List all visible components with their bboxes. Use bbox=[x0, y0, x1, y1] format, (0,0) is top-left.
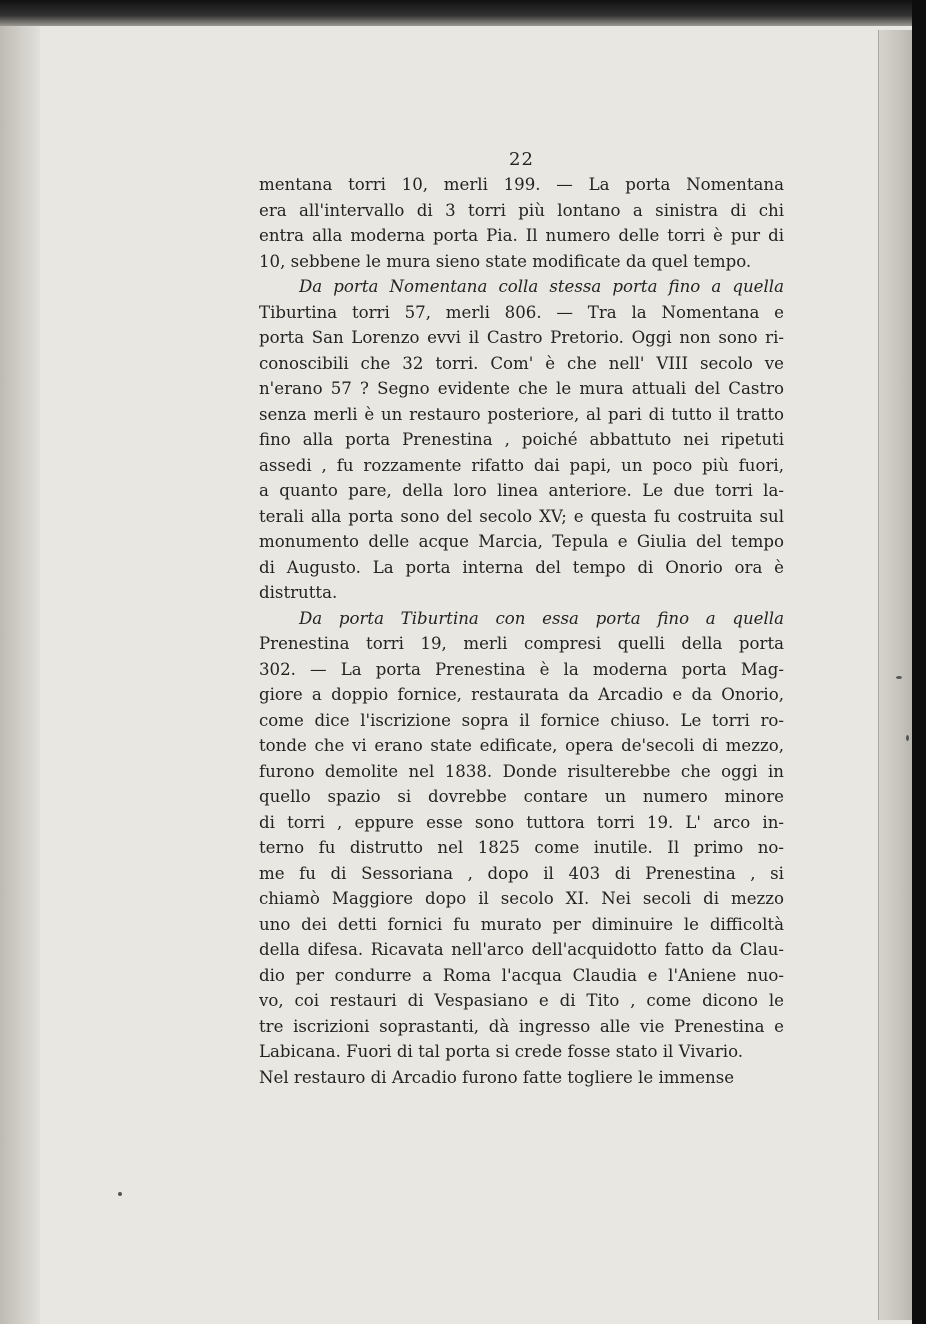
ink-speck bbox=[118, 1192, 122, 1196]
ink-speck bbox=[896, 676, 902, 679]
text-line: porta San Lorenzo evvi il Castro Pretorio. Oggi non sono ri- bbox=[259, 328, 784, 347]
text-line: conoscibili che 32 torri. Com' è che nell' VIII secolo ve bbox=[259, 353, 784, 373]
text-line: quello spazio si dovrebbe contare un numero minore bbox=[259, 787, 784, 806]
text-line: me fu di Sessoriana , dopo il 403 di Prenestina , si bbox=[259, 863, 784, 883]
text-line: a quanto pare, della loro linea anteriore. Le due torri la- bbox=[259, 481, 784, 500]
scan-top-edge bbox=[0, 0, 926, 26]
text-line: Tiburtina torri 57, merli 806. — Tra la Nomentana e bbox=[259, 302, 784, 322]
text-lines bbox=[259, 172, 784, 1090]
text-line: come dice l'iscrizione sopra il fornice chiuso. Le torri ro- bbox=[259, 710, 784, 730]
text-line: vo, coi restauri di Vespasiano e di Tito , come dicono le bbox=[259, 991, 784, 1010]
text-line: della difesa. Ricavata nell'arco dell'acquidotto fatto da Clau- bbox=[259, 940, 784, 959]
text-line: n'erano 57 ? Segno evidente che le mura attuali del Castro bbox=[259, 379, 784, 398]
page-number: 22 bbox=[509, 149, 534, 170]
text-line: era all'intervallo di 3 torri più lontano a sinistra di chi bbox=[259, 200, 784, 220]
text-line: di Augusto. La porta interna del tempo di Onorio ora è bbox=[259, 557, 784, 577]
text-line: Labicana. Fuori di tal porta si crede fosse stato il Vivario. bbox=[259, 1042, 744, 1061]
scan-right-edge bbox=[912, 0, 926, 1324]
text-line: giore a doppio fornice, restaurata da Arcadio e da Onorio, bbox=[259, 685, 784, 704]
page-fold bbox=[878, 30, 913, 1320]
text-line: terno fu distrutto nel 1825 come inutile. Il primo no- bbox=[259, 838, 784, 857]
text-line: tonde che vi erano state edificate, opera de'secoli di mezzo, bbox=[259, 736, 784, 755]
text-line: 10, sebbene le mura sieno state modificate da quel tempo. bbox=[259, 251, 752, 271]
text-line: Nel restauro di Arcadio furono fatte togliere le immense bbox=[259, 1067, 735, 1087]
binding-shadow bbox=[0, 26, 40, 1324]
text-line: terali alla porta sono del secolo XV; e questa fu costruita sul bbox=[259, 506, 784, 526]
text-line: uno dei detti fornici fu murato per diminuire le difficoltà bbox=[259, 914, 784, 934]
text-line: Da porta Tiburtina con essa porta fino a quella bbox=[299, 608, 784, 628]
text-line: Prenestina torri 19, merli compresi quelli della porta bbox=[259, 634, 784, 653]
text-line: senza merli è un restauro posteriore, al pari di tutto il tratto bbox=[259, 404, 784, 424]
text-line: Da porta Nomentana colla stessa porta fino a quella bbox=[299, 277, 784, 296]
text-line: mentana torri 10, merli 199. — La porta Nomentana bbox=[259, 175, 784, 194]
text-line: monumento delle acque Marcia, Tepula e Giulia del tempo bbox=[259, 532, 784, 551]
text-line: di torri , eppure esse sono tuttora torri 19. L' arco in- bbox=[259, 812, 784, 832]
text-line: 302. — La porta Prenestina è la moderna porta Mag- bbox=[259, 659, 784, 679]
text-line: chiamò Maggiore dopo il secolo XI. Nei secoli di mezzo bbox=[259, 889, 784, 908]
text-line: assedi , fu rozzamente rifatto dai papi, un poco più fuori, bbox=[259, 455, 784, 475]
text-line: distrutta. bbox=[259, 583, 338, 602]
text-line: entra alla moderna porta Pia. Il numero delle torri è pur di bbox=[259, 226, 784, 245]
page-text bbox=[259, 148, 784, 1090]
text-line: dio per condurre a Roma l'acqua Claudia e l'Aniene nuo- bbox=[259, 965, 784, 985]
text-line: tre iscrizioni soprastanti, dà ingresso alle vie Prenestina e bbox=[259, 1016, 784, 1036]
text-line: fino alla porta Prenestina , poiché abbattuto nei ripetuti bbox=[259, 430, 784, 449]
text-line: furono demolite nel 1838. Donde risulterebbe che oggi in bbox=[259, 761, 784, 781]
ink-speck bbox=[906, 735, 909, 741]
